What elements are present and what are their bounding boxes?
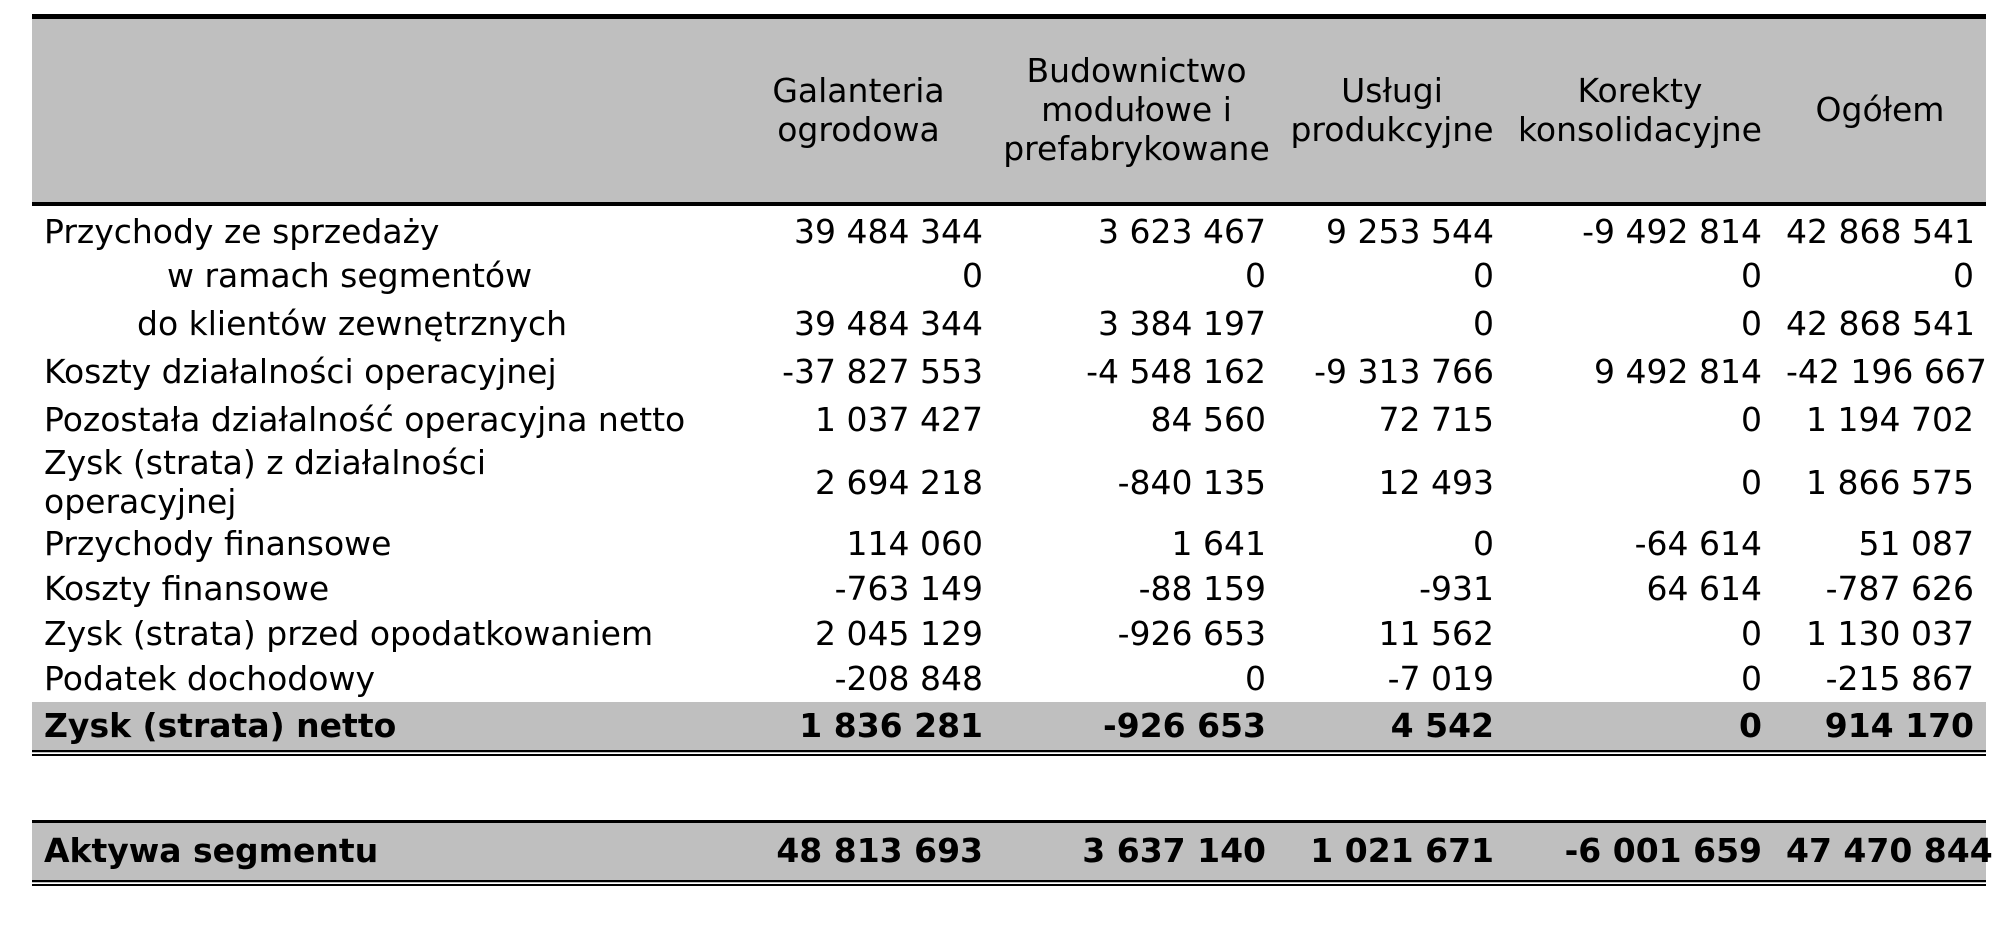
- row-label: Przychody finansowe: [44, 524, 392, 564]
- row-label: Zysk (strata) z działalności operacyjnej: [44, 443, 487, 521]
- segment-table: [32, 14, 1993, 886]
- cell-value: -215 867: [1825, 659, 1974, 699]
- row-label: Pozostała działalność operacyjna netto: [44, 399, 686, 439]
- row-label: Przychody ze sprzedaży: [44, 211, 440, 251]
- row-label: Podatek dochodowy: [44, 659, 375, 699]
- table-row: [32, 522, 1986, 567]
- table-row: [32, 567, 1986, 612]
- cell-value: 1 836 281: [722, 702, 995, 753]
- spacer-cell: [32, 753, 1986, 822]
- row-label: Zysk (strata) przed opodatkowaniem: [44, 614, 654, 654]
- cell-value: 42 868 541: [1786, 211, 1975, 251]
- table-row: [32, 612, 1986, 657]
- cell-value: -9 313 766: [1314, 351, 1494, 391]
- cell-value: 1 130 037: [1806, 614, 1974, 654]
- cell-value: 0: [1506, 702, 1774, 753]
- header-galanteria: Galanteria ogrodowa: [722, 17, 995, 205]
- cell-value: 2 694 218: [815, 462, 983, 502]
- header-budownictwo: Budownictwo modułowe i prefabrykowane: [995, 17, 1278, 205]
- table-row: [32, 444, 1986, 522]
- cell-value: 0: [1741, 659, 1762, 699]
- header-empty: [32, 17, 722, 205]
- cell-value: 3 623 467: [1098, 211, 1266, 251]
- cell-value: 1 194 702: [1806, 399, 1974, 439]
- header-ogolem: Ogółem: [1774, 17, 1986, 205]
- cell-value: 2 045 129: [815, 614, 983, 654]
- cell-value: 0: [1473, 524, 1494, 564]
- table-row: [32, 657, 1986, 702]
- cell-value: 0: [1245, 659, 1266, 699]
- cell-value: 1 021 671: [1278, 822, 1506, 884]
- table-row: [32, 300, 1986, 348]
- net-profit-row: [32, 702, 1986, 753]
- cell-value: 4 542: [1278, 702, 1506, 753]
- cell-value: 47 470 844: [1774, 822, 1986, 884]
- cell-value: 3 384 197: [1098, 303, 1266, 343]
- cell-value: 1 866 575: [1806, 462, 1974, 502]
- cell-value: 9 253 544: [1326, 211, 1494, 251]
- cell-value: 12 493: [1378, 462, 1494, 502]
- cell-value: 0: [962, 255, 983, 295]
- cell-value: -88 159: [1138, 569, 1266, 609]
- cell-value: 39 484 344: [794, 303, 983, 343]
- cell-value: 84 560: [1150, 399, 1266, 439]
- spacer-row: [32, 753, 1986, 822]
- row-label: Koszty działalności operacyjnej: [44, 351, 557, 391]
- cell-value: -9 492 814: [1582, 211, 1762, 251]
- cell-value: 11 562: [1378, 614, 1494, 654]
- cell-value: -37 827 553: [782, 351, 983, 391]
- cell-value: 48 813 693: [722, 822, 995, 884]
- cell-value: -7 019: [1387, 659, 1494, 699]
- cell-value: 0: [1741, 462, 1762, 502]
- table-row: [32, 252, 1986, 300]
- cell-value: -926 653: [1117, 614, 1266, 654]
- row-label: w ramach segmentów: [167, 255, 533, 295]
- row-label: Koszty finansowe: [44, 569, 330, 609]
- cell-value: -926 653: [995, 702, 1278, 753]
- cell-value: 39 484 344: [794, 211, 983, 251]
- header-korekty: Korekty konsolidacyjne: [1506, 17, 1774, 205]
- cell-value: -763 149: [834, 569, 983, 609]
- cell-value: 1 037 427: [815, 399, 983, 439]
- cell-value: 0: [1741, 255, 1762, 295]
- cell-value: 64 614: [1646, 569, 1762, 609]
- cell-value: -931: [1419, 569, 1494, 609]
- cell-value: 3 637 140: [995, 822, 1278, 884]
- cell-value: 1 641: [1171, 524, 1266, 564]
- cell-value: 0: [1473, 255, 1494, 295]
- row-label: Aktywa segmentu: [32, 822, 722, 884]
- table-row: [32, 204, 1986, 252]
- cell-value: 51 087: [1858, 524, 1974, 564]
- segment-assets-row: [32, 822, 1986, 884]
- cell-value: -42 196 667: [1786, 351, 1987, 391]
- cell-value: -208 848: [834, 659, 983, 699]
- cell-value: 72 715: [1378, 399, 1494, 439]
- row-label: Zysk (strata) netto: [32, 702, 722, 753]
- cell-value: -64 614: [1634, 524, 1762, 564]
- cell-value: -4 548 162: [1086, 351, 1266, 391]
- cell-value: 0: [1741, 303, 1762, 343]
- header-uslugi: Usługi produkcyjne: [1278, 17, 1506, 205]
- row-label: do klientów zewnętrznych: [137, 303, 568, 343]
- cell-value: 0: [1741, 614, 1762, 654]
- cell-value: -840 135: [1117, 462, 1266, 502]
- table-row: [32, 396, 1986, 444]
- cell-value: 0: [1245, 255, 1266, 295]
- cell-value: -6 001 659: [1506, 822, 1774, 884]
- cell-value: 0: [1473, 303, 1494, 343]
- cell-value: 0: [1741, 399, 1762, 439]
- table-row: [32, 348, 1986, 396]
- cell-value: 0: [1953, 255, 1974, 295]
- cell-value: -787 626: [1825, 569, 1974, 609]
- cell-value: 914 170: [1774, 702, 1986, 753]
- cell-value: 114 060: [846, 524, 983, 564]
- header-row: [32, 17, 1986, 205]
- cell-value: 42 868 541: [1786, 303, 1975, 343]
- cell-value: 9 492 814: [1594, 351, 1762, 391]
